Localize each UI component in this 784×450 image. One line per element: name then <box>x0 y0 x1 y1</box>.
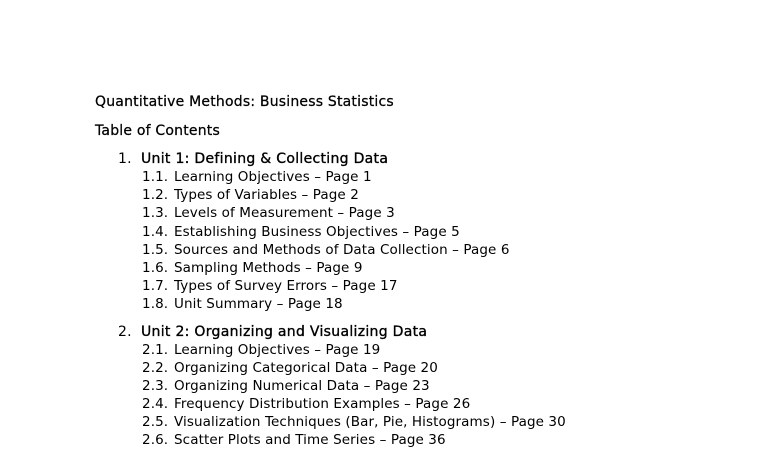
section-number: 1.3. <box>142 205 169 222</box>
section-entry: Unit Summary – Page 18 <box>174 296 343 313</box>
toc-section <box>95 377 755 395</box>
section-number: 2.1. <box>142 341 169 358</box>
toc-unit-heading <box>95 150 755 168</box>
section-entry: Organizing Numerical Data – Page 23 <box>174 377 430 394</box>
section-entry: Visualization Techniques (Bar, Pie, Histograms) – Page 30 <box>174 414 566 431</box>
section-entry: Learning Objectives – Page 19 <box>174 341 381 358</box>
document-page <box>95 93 755 450</box>
section-number: 2.5. <box>142 414 169 431</box>
toc-section <box>95 395 755 413</box>
toc-unit <box>95 323 755 450</box>
section-entry: Levels of Measurement – Page 3 <box>174 205 395 222</box>
section-number: 2.2. <box>142 359 169 376</box>
toc-section <box>95 341 755 359</box>
toc-heading: Table of Contents <box>95 123 220 139</box>
toc-unit-heading <box>95 323 755 341</box>
section-number: 1.6. <box>142 259 169 276</box>
section-number: 1.5. <box>142 241 169 258</box>
section-number: 2.4. <box>142 396 169 413</box>
unit-number: 2. <box>118 323 132 340</box>
unit-title: Unit 2: Organizing and Visualizing Data <box>141 323 428 340</box>
section-entry: Frequency Distribution Examples – Page 26 <box>174 396 471 413</box>
toc-section <box>95 295 755 313</box>
section-entry: Learning Objectives – Page 1 <box>174 169 372 185</box>
toc-section <box>95 204 755 222</box>
toc-section <box>95 223 755 241</box>
section-number: 1.2. <box>142 187 169 204</box>
section-number: 2.6. <box>142 432 169 449</box>
section-entry: Sources and Methods of Data Collection – Page 6 <box>174 241 510 258</box>
toc-section <box>95 241 755 259</box>
section-number: 1.8. <box>142 296 169 313</box>
section-entry: Sampling Methods – Page 9 <box>174 259 363 276</box>
toc-section-list <box>95 168 755 314</box>
section-number: 1.7. <box>142 278 169 295</box>
toc-section <box>95 359 755 377</box>
section-entry: Types of Survey Errors – Page 17 <box>174 278 398 295</box>
section-entry: Types of Variables – Page 2 <box>174 187 359 204</box>
toc-section <box>95 413 755 431</box>
document-title: Quantitative Methods: Business Statistics <box>95 94 394 110</box>
toc-unit-list <box>95 150 755 450</box>
unit-number: 1. <box>118 151 132 167</box>
section-number: 1.4. <box>142 223 169 240</box>
section-number: 1.1. <box>142 169 169 185</box>
toc-section <box>95 168 755 186</box>
section-entry: Establishing Business Objectives – Page 5 <box>174 223 460 240</box>
toc-section <box>95 277 755 295</box>
toc-section-list <box>95 341 755 450</box>
toc-unit <box>95 150 755 314</box>
unit-title: Unit 1: Defining & Collecting Data <box>141 151 389 167</box>
section-number: 2.3. <box>142 377 169 394</box>
section-entry: Scatter Plots and Time Series – Page 36 <box>174 432 446 449</box>
section-entry: Organizing Categorical Data – Page 20 <box>174 359 438 376</box>
toc-section <box>95 186 755 204</box>
toc-section <box>95 259 755 277</box>
